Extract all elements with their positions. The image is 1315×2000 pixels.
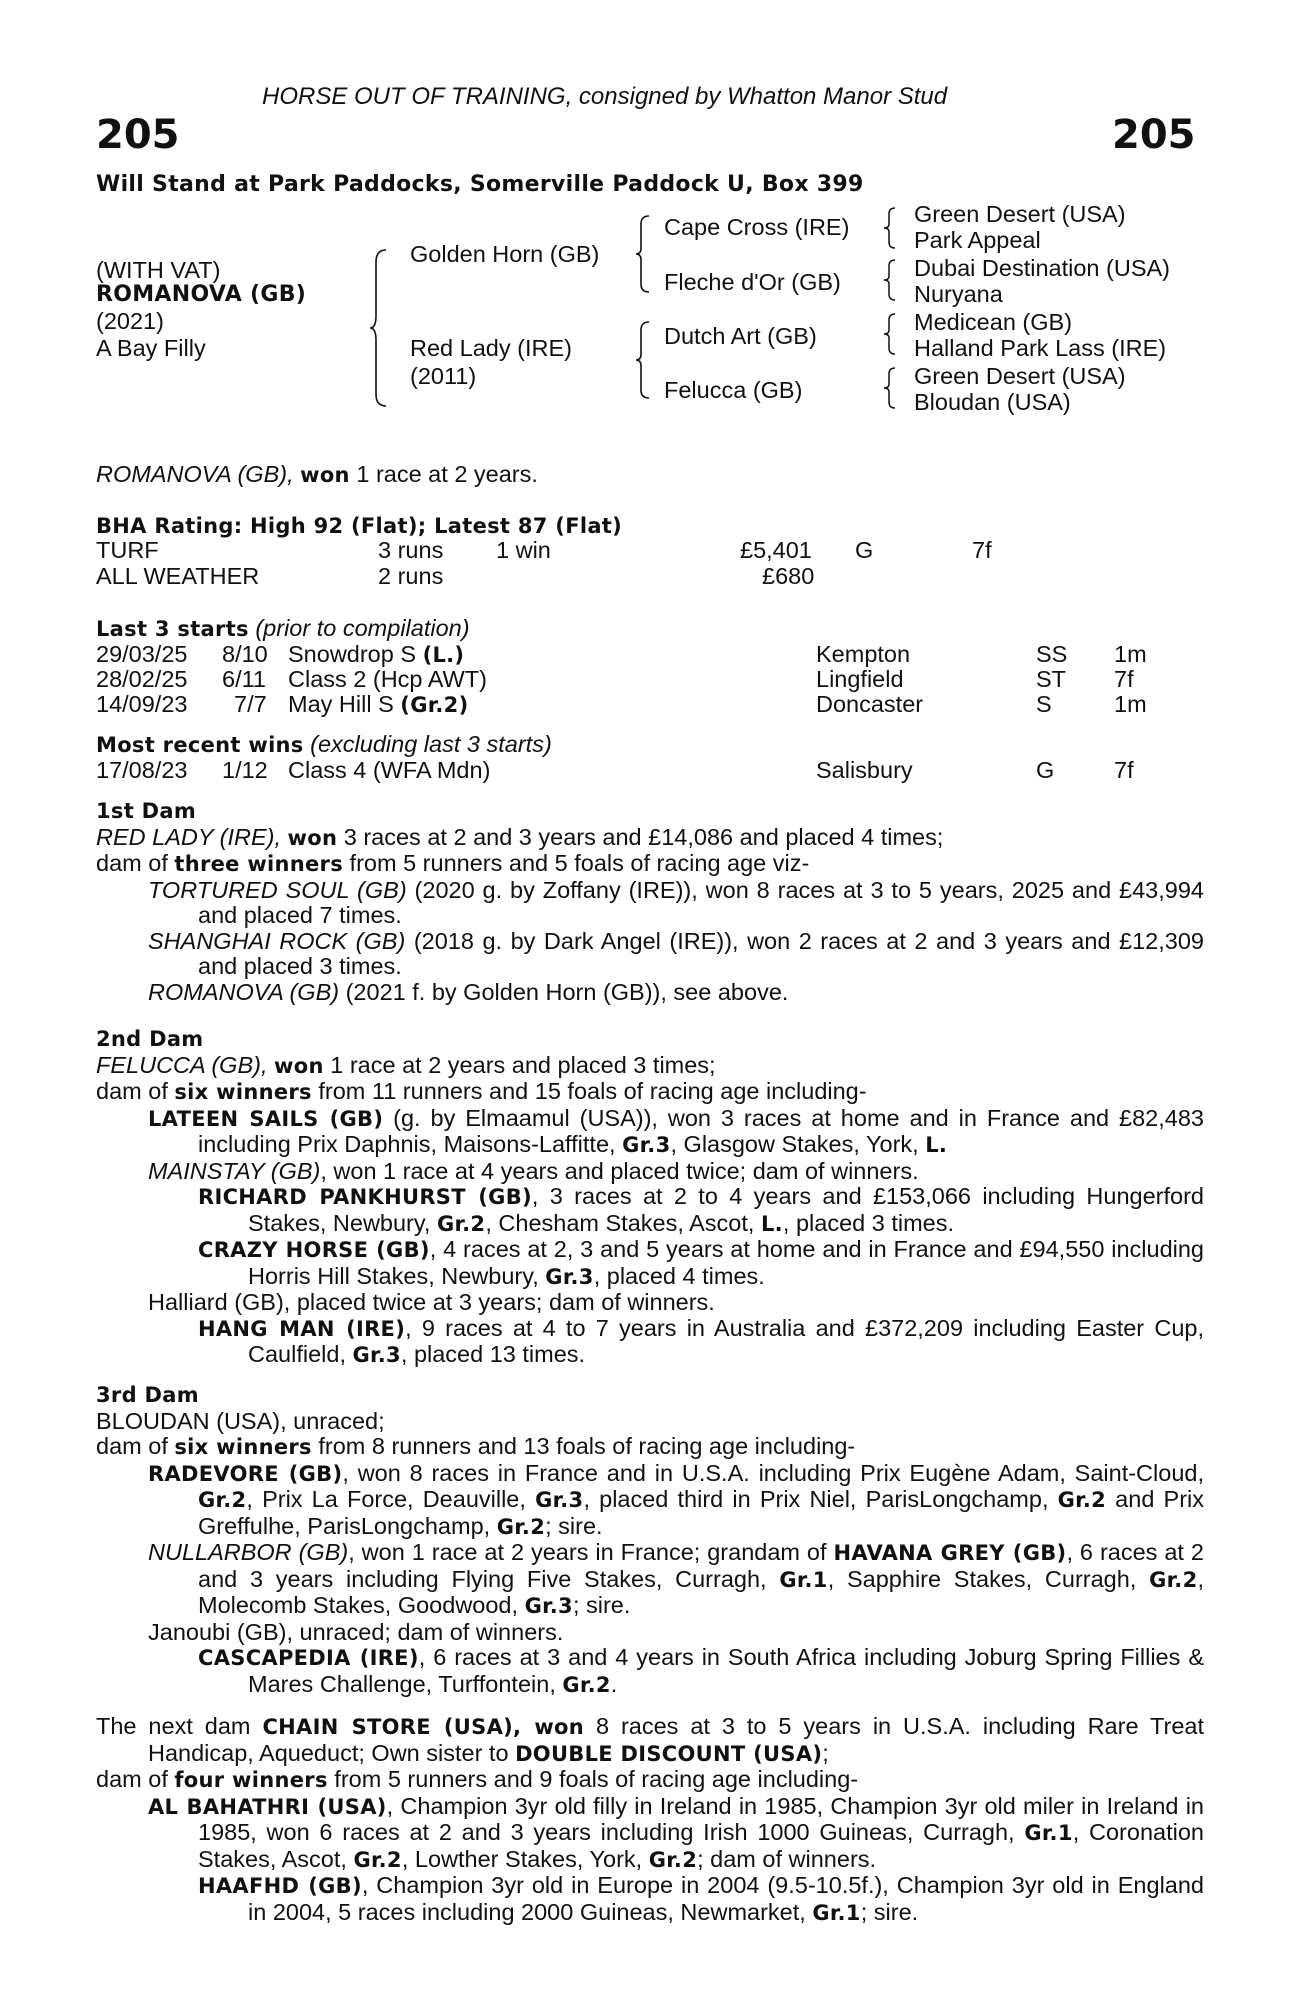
second-dam-winners: six winners xyxy=(174,1080,312,1104)
produce-a-text2: , Glasgow Stakes, York, xyxy=(670,1131,926,1157)
second-dam-produce-f xyxy=(96,1316,1204,1369)
produce-richard-pankhurst: RICHARD PANKHURST (GB) xyxy=(198,1185,532,1209)
second-dam-produce-d xyxy=(96,1237,1204,1290)
recent-pos-1: 1/12 xyxy=(222,757,268,783)
third-dam-line1: BLOUDAN (USA), unraced; xyxy=(96,1407,385,1434)
first-dam-produce-3 xyxy=(96,980,1204,1006)
next-dam-runners: from 5 runners and 9 foals of racing age including- xyxy=(327,1766,859,1792)
lot-number-right: 205 xyxy=(1112,112,1196,158)
pedigree-ddd: Bloudan (USA) xyxy=(914,389,1071,415)
second-dam-produce-c xyxy=(96,1184,1204,1237)
produce-nb-text1: , Champion 3yr old in Europe in 2004 (9.5-10.5f.), Champion 3yr old in England in 2004, 5 races including 2000 Guineas, Newmarket, xyxy=(248,1872,1204,1925)
pedigree-sds: Dubai Destination (USA) xyxy=(914,255,1170,281)
pedigree-ds: Dutch Art (GB) xyxy=(664,323,817,349)
produce-3b-text4: , Molecomb Stakes, Goodwood, xyxy=(198,1565,1205,1618)
next-dam-intro: The next dam xyxy=(96,1713,263,1739)
last3-course-3: Doncaster xyxy=(816,691,924,717)
third-dam-of: dam of xyxy=(96,1433,175,1459)
pedigree-ss: Cape Cross (IRE) xyxy=(664,214,850,240)
pedigree-dds: Green Desert (USA) xyxy=(914,363,1126,389)
recent-dist-1: 7f xyxy=(1114,757,1134,783)
produce-na-text1: , Champion 3yr old filly in Ireland in 1985, Champion 3yr old miler in Ireland in 1985, won 6 races at 2 and 3 years including Irish 1000 Guineas, Curragh, xyxy=(198,1792,1204,1845)
last3-race-name-1: Snowdrop S xyxy=(288,641,423,667)
third-dam-runners: from 8 runners and 13 foals of racing age including- xyxy=(311,1433,856,1459)
produce-3a-grade3: Gr.2 xyxy=(1057,1488,1107,1512)
produce-name-2: SHANGHAI ROCK (GB) xyxy=(148,927,406,954)
first-dam-section xyxy=(96,799,1204,1005)
produce-crazy-horse: CRAZY HORSE (GB) xyxy=(198,1238,430,1262)
produce-c-text3: , placed 3 times. xyxy=(782,1209,955,1236)
produce-nb-text2: ; sire. xyxy=(860,1898,919,1925)
pedigree-dam: Red Lady (IRE) xyxy=(410,335,572,361)
next-dam-produce-a xyxy=(96,1794,1204,1874)
next-dam-produce-b xyxy=(96,1873,1204,1926)
next-dam-of: dam of xyxy=(96,1766,175,1792)
first-dam-produce-2 xyxy=(96,929,1204,980)
last3-going-3: S xyxy=(1036,691,1052,717)
pedigree-sdd: Nuryana xyxy=(914,281,1003,307)
produce-c-text2: , Chesham Stakes, Ascot, xyxy=(485,1209,761,1236)
last3-dist-3: 1m xyxy=(1114,691,1147,717)
second-dam-section xyxy=(96,1027,1204,1369)
produce-d-text1: , 4 races at 2, 3 and 5 years at home and in France and £94,550 including Horris Hill Stakes, Newbury, xyxy=(248,1236,1204,1289)
produce-3a-text3: , placed third in Prix Niel, ParisLongchamp, xyxy=(583,1486,1058,1512)
produce-3d-text1: , 6 races at 3 and 4 years in South Africa including Joburg Spring Fillies & Mares Challenge, Turffontein, xyxy=(248,1644,1204,1697)
last3-heading: Last 3 starts xyxy=(96,617,249,641)
third-dam-section xyxy=(96,1383,1204,1698)
summary-won: won xyxy=(300,463,350,487)
produce-3a-text2: , Prix La Force, Deauville, xyxy=(246,1486,536,1512)
last3-course-2: Lingfield xyxy=(816,666,904,692)
second-dam-heading: 2nd Dam xyxy=(96,1027,204,1051)
second-dam-line2 xyxy=(96,1079,1204,1106)
pedigree-brace-dam xyxy=(636,320,652,400)
first-dam-record: 3 races at 2 and 3 years and £14,086 and placed 4 times; xyxy=(337,823,944,850)
third-dam-produce-b xyxy=(96,1540,1204,1620)
last3-race-1 xyxy=(288,642,464,669)
first-dam-runners: from 5 runners and 5 foals of racing age viz- xyxy=(343,850,810,876)
second-dam-won: won xyxy=(274,1053,324,1078)
recent-race-1: Class 4 (WFA Mdn) xyxy=(288,757,491,783)
produce-b-text: , won 1 race at 4 years and placed twice; dam of winners. xyxy=(320,1157,919,1184)
third-dam-produce-d xyxy=(96,1645,1204,1698)
third-dam-heading: 3rd Dam xyxy=(96,1383,199,1407)
pedigree-brace-ss xyxy=(884,206,898,250)
first-dam-line1 xyxy=(96,825,1204,852)
produce-haafhd: HAAFHD (GB) xyxy=(198,1874,362,1898)
last3-race-3 xyxy=(288,692,468,719)
produce-3a-grade1: Gr.2 xyxy=(198,1488,247,1512)
pedigree-dss: Medicean (GB) xyxy=(914,309,1073,335)
pedigree-brace-sire xyxy=(636,214,652,294)
produce-al-bahathri: AL BAHATHRI (USA) xyxy=(148,1794,387,1819)
produce-f-text1: , 9 races at 4 to 7 years in Australia and £372,209 including Easter Cup, Caulfield, xyxy=(248,1314,1204,1367)
pedigree-brace-main xyxy=(370,248,390,408)
next-dam-line1 xyxy=(96,1714,1204,1767)
pedigree-dd: Felucca (GB) xyxy=(664,377,803,403)
rating-row-surface-2: ALL WEATHER xyxy=(96,563,260,589)
last3-pos-1: 8/10 xyxy=(222,641,268,667)
bha-rating-heading: BHA Rating: High 92 (Flat); Latest 87 (Flat) xyxy=(96,514,623,538)
second-dam-produce-a xyxy=(96,1106,1204,1159)
last3-dist-1: 1m xyxy=(1114,641,1147,667)
first-dam-won: won xyxy=(287,825,338,850)
produce-3b-grade1: Gr.1 xyxy=(779,1567,828,1592)
produce-record-1: (2020 g. by Zoffany (IRE)), won 8 races at 3 to 5 years, 2025 and £43,994 and placed 7 times. xyxy=(198,876,1204,928)
produce-3d-grade: Gr.2 xyxy=(562,1672,611,1697)
second-dam-name: FELUCCA (GB), xyxy=(96,1051,268,1078)
second-dam-record: 1 race at 2 years and placed 3 times; xyxy=(323,1051,716,1078)
next-dam-winners: four winners xyxy=(174,1768,328,1792)
produce-na-grade1: Gr.1 xyxy=(1024,1821,1073,1845)
produce-3b-text5: ; sire. xyxy=(572,1592,631,1618)
recent-date-1: 17/08/23 xyxy=(96,757,188,783)
produce-lateen-sails: LATEEN SAILS (GB) xyxy=(148,1106,384,1131)
produce-d-grade: Gr.3 xyxy=(545,1264,594,1289)
pedigree-brace-dd xyxy=(884,366,898,410)
pedigree-dsd: Halland Park Lass (IRE) xyxy=(914,335,1167,361)
second-dam-produce-b xyxy=(96,1159,1204,1185)
produce-record-3: (2021 f. by Golden Horn (GB)), see above. xyxy=(339,978,789,1005)
produce-cascapedia: CASCAPEDIA (IRE) xyxy=(198,1646,419,1670)
produce-3d-text2: . xyxy=(610,1670,618,1697)
horse-name: ROMANOVA (GB) xyxy=(96,282,307,307)
rating-row-runs-2: 2 runs xyxy=(378,563,444,589)
recent-going-1: G xyxy=(1036,757,1055,783)
last3-dist-2: 7f xyxy=(1114,666,1134,692)
produce-a-listed: L. xyxy=(925,1133,948,1157)
rating-row-wins-1: 1 win xyxy=(496,537,551,563)
produce-mainstay: MAINSTAY (GB) xyxy=(148,1157,321,1184)
pedigree-brace-ds xyxy=(884,312,898,356)
rating-row-going-1: G xyxy=(855,537,874,563)
produce-a-text1: (g. by Elmaamul (USA)), won 3 races at home and in France and £82,483 including Prix Daphnis, Maisons-Laffitte, xyxy=(198,1104,1204,1157)
produce-na-grade3: Gr.2 xyxy=(648,1847,698,1872)
produce-na-text3: , Lowther Stakes, York, xyxy=(401,1845,649,1872)
produce-3b-text2: , 6 races at 2 and 3 years including Flying Five Stakes, Curragh, xyxy=(198,1539,1204,1592)
vat-note: (WITH VAT) xyxy=(96,257,221,283)
last3-note: (prior to compilation) xyxy=(255,615,470,641)
first-dam-heading: 1st Dam xyxy=(96,799,197,823)
produce-3b-text1: , won 1 race at 2 years in France; grandam of xyxy=(348,1539,834,1565)
last3-grade-1: (L.) xyxy=(422,643,465,667)
first-dam-produce-1 xyxy=(96,878,1204,929)
pedigree-sd: Fleche d'Or (GB) xyxy=(664,269,841,295)
first-dam-winners: three winners xyxy=(174,852,344,876)
last3-going-1: SS xyxy=(1036,641,1068,667)
rating-row-prize-1: £5,401 xyxy=(740,537,812,563)
produce-3b-text3: , Sapphire Stakes, Curragh, xyxy=(827,1565,1150,1592)
recent-note: (excluding last 3 starts) xyxy=(310,731,552,757)
next-dam-section xyxy=(96,1714,1204,1926)
produce-name-1: TORTURED SOUL (GB) xyxy=(148,876,407,903)
horse-year: (2021) xyxy=(96,308,164,334)
first-dam-of: dam of xyxy=(96,850,175,876)
race-summary xyxy=(96,462,538,489)
next-dam-sister: DOUBLE DISCOUNT (USA) xyxy=(515,1741,823,1766)
third-dam-winners: six winners xyxy=(174,1435,312,1459)
produce-3a-text5: ; sire. xyxy=(545,1512,603,1539)
last3-date-3: 14/09/23 xyxy=(96,691,188,717)
third-dam-produce-a xyxy=(96,1461,1204,1541)
last3-pos-2: 6/11 xyxy=(222,666,266,692)
last3-heading-line xyxy=(96,616,470,643)
second-dam-produce-e: Halliard (GB), placed twice at 3 years; dam of winners. xyxy=(148,1289,715,1315)
produce-c-listed: L. xyxy=(760,1211,783,1236)
last3-course-1: Kempton xyxy=(816,641,911,667)
produce-3a-text1: , won 8 races in France and in U.S.A. including Prix Eugène Adam, Saint-Cloud, xyxy=(342,1459,1204,1486)
last3-race-name-3: May Hill S xyxy=(288,691,401,717)
pedigree-brace-sd xyxy=(884,258,898,302)
produce-f-grade: Gr.3 xyxy=(352,1343,401,1367)
lot-number-left: 205 xyxy=(96,112,180,158)
produce-nullarbor: NULLARBOR (GB) xyxy=(148,1539,349,1565)
produce-3b-grade2: Gr.2 xyxy=(1149,1567,1198,1592)
first-dam-line2 xyxy=(96,851,1204,878)
second-dam-runners: from 11 runners and 15 foals of racing age including- xyxy=(311,1078,867,1104)
summary-rest: 1 race at 2 years. xyxy=(356,461,538,487)
produce-3a-text4: and Prix Greffulhe, ParisLongchamp, xyxy=(198,1486,1205,1539)
produce-3b-grade3: Gr.3 xyxy=(524,1594,573,1618)
produce-radevore: RADEVORE (GB) xyxy=(148,1461,343,1486)
consignment-line: HORSE OUT OF TRAINING, consigned by Whatton Manor Stud xyxy=(262,83,948,110)
produce-c-grade: Gr.2 xyxy=(436,1211,486,1236)
produce-3a-grade4: Gr.2 xyxy=(496,1514,546,1539)
produce-na-text2: , Coronation Stakes, Ascot, xyxy=(198,1819,1204,1872)
rating-row-runs-1: 3 runs xyxy=(378,537,444,563)
pedigree-dam-year: (2011) xyxy=(410,363,477,389)
produce-3a-grade2: Gr.3 xyxy=(535,1488,584,1512)
last3-date-2: 28/02/25 xyxy=(96,666,188,692)
rating-row-dist-1: 7f xyxy=(972,537,992,563)
produce-na-grade2: Gr.2 xyxy=(353,1847,402,1872)
rating-row-surface-1: TURF xyxy=(96,537,159,563)
produce-f-text2: , placed 13 times. xyxy=(400,1341,586,1367)
pedigree-sire: Golden Horn (GB) xyxy=(410,241,600,267)
produce-d-text2: , placed 4 times. xyxy=(593,1262,765,1289)
recent-course-1: Salisbury xyxy=(816,757,913,783)
third-dam-produce-c: Janoubi (GB), unraced; dam of winners. xyxy=(148,1618,564,1645)
produce-name-3: ROMANOVA (GB) xyxy=(148,978,340,1005)
summary-horse-name: ROMANOVA (GB), xyxy=(96,461,294,487)
second-dam-line1 xyxy=(96,1053,1204,1080)
produce-hang-man: HANG MAN (IRE) xyxy=(198,1316,406,1341)
recent-heading-line xyxy=(96,732,552,759)
pedigree-ssd: Park Appeal xyxy=(914,227,1041,253)
stand-location: Will Stand at Park Paddocks, Somerville Paddock U, Box 399 xyxy=(96,172,864,197)
next-dam-line2 xyxy=(96,1767,1204,1794)
last3-going-2: ST xyxy=(1036,666,1067,692)
last3-date-1: 29/03/25 xyxy=(96,641,188,667)
next-dam-semicolon: ; xyxy=(822,1739,829,1766)
next-dam-name: CHAIN STORE (USA), won xyxy=(262,1715,585,1739)
rating-row-prize-2: £680 xyxy=(762,563,815,589)
horse-description: A Bay Filly xyxy=(96,335,206,361)
last3-race-2: Class 2 (Hcp AWT) xyxy=(288,666,487,692)
last3-pos-3: 7/7 xyxy=(234,691,267,717)
produce-havana-grey: HAVANA GREY (GB) xyxy=(833,1541,1067,1565)
first-dam-name: RED LADY (IRE), xyxy=(96,823,281,850)
last3-grade-3: (Gr.2) xyxy=(400,693,469,717)
next-dam-record: 8 races at 3 to 5 years in U.S.A. including Rare Treat Handicap, Aqueduct; Own sister to xyxy=(148,1713,1204,1766)
pedigree-sss: Green Desert (USA) xyxy=(914,201,1126,227)
produce-c-text1: , 3 races at 2 to 4 years and £153,066 including Hungerford Stakes, Newbury, xyxy=(248,1183,1204,1236)
third-dam-line2 xyxy=(96,1434,1204,1461)
produce-nb-grade: Gr.1 xyxy=(812,1900,861,1925)
recent-heading: Most recent wins xyxy=(96,733,304,757)
second-dam-of: dam of xyxy=(96,1078,175,1104)
produce-record-2: (2018 g. by Dark Angel (IRE)), won 2 races at 2 and 3 years and £12,309 and placed 3 times. xyxy=(198,927,1204,979)
produce-a-grade: Gr.3 xyxy=(622,1133,671,1157)
produce-na-text4: ; dam of winners. xyxy=(697,1845,877,1872)
